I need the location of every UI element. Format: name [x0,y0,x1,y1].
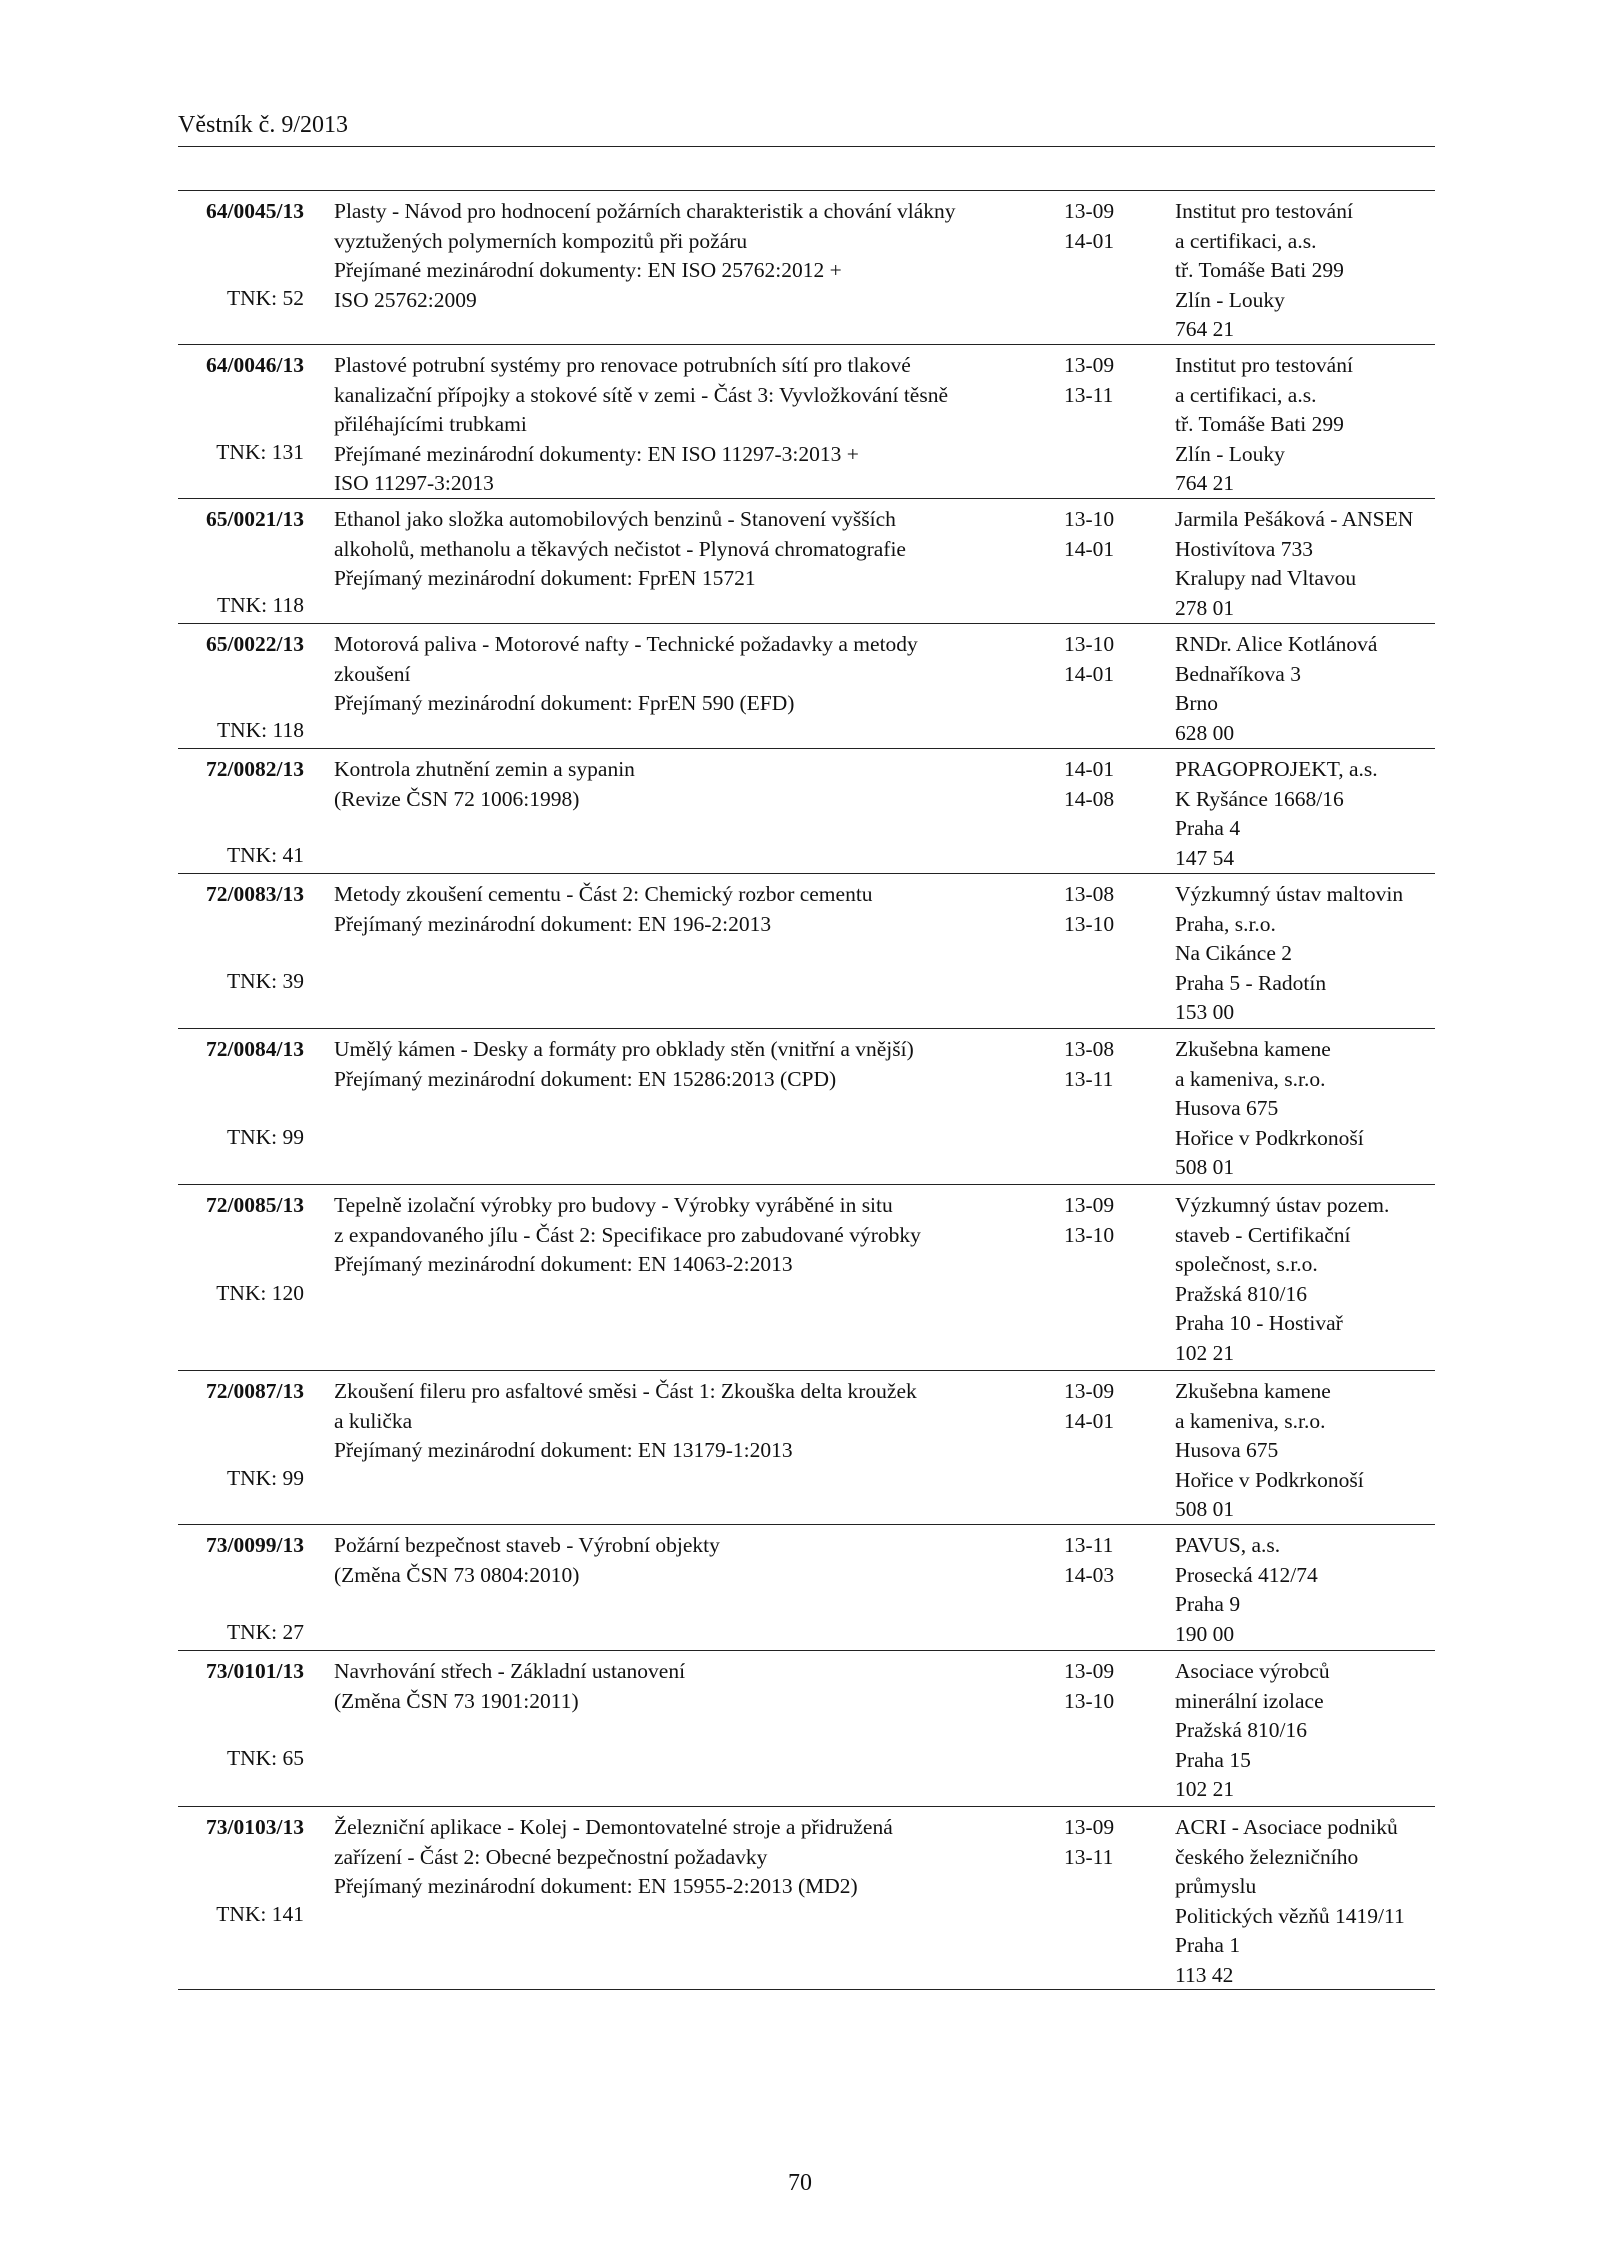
dates [1064,755,1144,814]
processor-address-line: 102 21 [1175,1340,1235,1365]
dates [1064,505,1144,564]
processor-address-line: Institut pro testování [1175,199,1353,223]
processor-address-line: Zlín - Louky [1175,287,1285,312]
processor-address-line: Husova 675 [1175,1438,1279,1462]
standard-title-line: Požární bezpečnost staveb - Výrobní objekty [334,1533,720,1557]
standard-number: 72/0082/13 [206,757,304,781]
processor-address-line: 508 01 [1175,1155,1235,1179]
table-row [178,624,1435,749]
processor-address-line: a kameniva, s.r.o. [1175,1066,1326,1091]
processor-address-line: Jarmila Pešáková - ANSEN [1175,507,1414,531]
standard-title [334,505,1054,594]
dates-line: 13-11 [1064,1533,1114,1557]
standard-number: 64/0045/13 [206,199,304,223]
processor-address-line: PAVUS, a.s. [1175,1533,1281,1557]
standard-number: 73/0101/13 [206,1659,304,1683]
processor-address [1175,1813,1437,1990]
processor-address-line: Praha, s.r.o. [1175,911,1276,936]
dates-line: 13-09 [1064,1379,1115,1403]
standard-title [334,1035,1054,1094]
table-row [178,191,1435,345]
dates-line: 13-09 [1064,1193,1115,1217]
processor-address-line: Praha 9 [1175,1592,1241,1616]
table-row [178,749,1435,874]
standard-title-line: a kulička [334,1408,413,1433]
processor-address-line: 764 21 [1175,471,1235,495]
standard-title-line: přiléhajícími trubkami [334,412,527,436]
processor-address-line: Asociace výrobců [1175,1659,1330,1683]
dates-line: 13-11 [1064,1066,1114,1091]
dates [1064,1191,1144,1250]
standard-title [334,755,1054,814]
dates [1064,1657,1144,1716]
standard-title [334,1377,1054,1466]
standard-title-line: Přejímaný mezinárodní dokument: FprEN 15721 [334,566,756,590]
dates-line: 13-10 [1064,632,1115,656]
standard-title-line: (Revize ČSN 72 1006:1998) [334,786,580,811]
processor-address [1175,1191,1437,1368]
processor-address [1175,197,1437,345]
table-row [178,1029,1435,1185]
standard-title-line: Zkoušení fileru pro asfaltové směsi - Část 1: Zkouška delta kroužek [334,1379,917,1403]
processor-address-line: Hořice v Podkrkonoší [1175,1467,1364,1492]
standard-title-line: kanalizační přípojky a stokové sítě v zemi - Část 3: Vyvložkování těsně [334,382,948,407]
processor-address-line: Praha 10 - Hostivař [1175,1311,1343,1335]
processor-address-line: Bednaříkova 3 [1175,661,1301,686]
processor-address-line: Zlín - Louky [1175,441,1285,466]
dates-line: 14-03 [1064,1562,1115,1587]
tnk-label: TNK: 131 [216,440,304,464]
table-row [178,1185,1435,1371]
standard-title-line: ISO 25762:2009 [334,287,477,312]
processor-address-line: Hořice v Podkrkonoší [1175,1125,1364,1150]
standard-number: 72/0087/13 [206,1379,304,1403]
processor-address-line: 153 00 [1175,1000,1235,1024]
standard-number: 72/0083/13 [206,882,304,906]
processor-address [1175,1035,1437,1183]
processor-address-line: 628 00 [1175,720,1235,745]
dates-line: 14-01 [1064,536,1115,561]
processor-address-line: a certifikaci, a.s. [1175,228,1317,253]
processor-address-line: Politických vězňů 1419/11 [1175,1903,1405,1928]
standard-title-line: Plasty - Návod pro hodnocení požárních charakteristik a chování vlákny [334,199,956,223]
dates-line: 14-08 [1064,786,1115,811]
dates-line: 13-09 [1064,1659,1115,1683]
processor-address-line: 764 21 [1175,317,1235,341]
standard-title-line: Přejímaný mezinárodní dokument: EN 14063-2:2013 [334,1252,793,1276]
standard-title-line: z expandovaného jílu - Část 2: Specifikace pro zabudované výrobky [334,1222,921,1247]
table-row [178,1525,1435,1651]
standard-title [334,1813,1054,1902]
page-header: Věstník č. 9/2013 [178,112,348,138]
processor-address-line: Praha 4 [1175,816,1241,840]
processor-address [1175,755,1437,873]
standard-title-line: Motorová paliva - Motorové nafty - Technické požadavky a metody [334,632,918,656]
header-rule [178,146,1435,147]
standard-title-line: Přejímaný mezinárodní dokument: FprEN 590 (EFD) [334,691,795,715]
standard-title-line: Navrhování střech - Základní ustanovení [334,1659,686,1683]
processor-address-line: tř. Tomáše Bati 299 [1175,412,1344,436]
processor-address-line: a certifikaci, a.s. [1175,382,1317,407]
processor-address-line: Praha 1 [1175,1933,1241,1957]
dates [1064,1531,1144,1590]
processor-address-line: Kralupy nad Vltavou [1175,566,1357,590]
dates-line: 13-10 [1064,911,1115,936]
processor-address-line: českého železničního [1175,1844,1359,1869]
standard-title [334,880,1054,939]
dates [1064,197,1144,256]
standard-title-line: Kontrola zhutnění zemin a sypanin [334,757,635,781]
standard-title-line: Přejímaný mezinárodní dokument: EN 15955-2:2013 (MD2) [334,1874,858,1898]
processor-address-line: K Ryšánce 1668/16 [1175,786,1344,811]
tnk-label: TNK: 118 [217,593,304,617]
tnk-label: TNK: 99 [226,1125,304,1149]
standard-title-line: Přejímaný mezinárodní dokument: EN 13179-1:2013 [334,1438,793,1462]
processor-address [1175,880,1437,1028]
processor-address-line: Praha 15 [1175,1747,1251,1772]
dates [1064,1035,1144,1094]
processor-address-line: 508 01 [1175,1497,1235,1521]
processor-address-line: Prosecká 412/74 [1175,1562,1318,1587]
processor-address [1175,351,1437,499]
processor-address-line: 113 42 [1175,1962,1234,1987]
standard-title-line: Přejímaný mezinárodní dokument: EN 196-2:2013 [334,911,772,936]
dates-line: 14-01 [1064,757,1115,781]
processor-address [1175,1657,1437,1805]
standard-title-line: (Změna ČSN 73 0804:2010) [334,1562,580,1587]
tnk-label: TNK: 27 [226,1620,304,1644]
standard-number: 65/0021/13 [206,507,304,531]
tnk-label: TNK: 141 [216,1902,304,1926]
dates-line: 13-08 [1064,882,1115,906]
processor-address-line: Hostivítova 733 [1175,536,1313,561]
processor-address-line: staveb - Certifikační [1175,1222,1351,1247]
tnk-label: TNK: 99 [226,1466,304,1490]
table-row [178,1651,1435,1807]
dates-line: 13-11 [1064,1844,1114,1869]
standard-title [334,351,1054,499]
processor-address-line: 190 00 [1175,1621,1235,1646]
standard-number: 65/0022/13 [206,632,304,656]
standard-title-line: Železniční aplikace - Kolej - Demontovatelné stroje a přidružená [334,1815,893,1839]
standard-number: 72/0084/13 [206,1037,304,1061]
dates [1064,630,1144,689]
processor-address-line: Praha 5 - Radotín [1175,970,1327,995]
processor-address [1175,1531,1437,1649]
standard-title [334,197,1054,315]
dates-line: 13-09 [1064,353,1115,377]
table-row [178,874,1435,1029]
tnk-label: TNK: 120 [216,1281,304,1305]
dates [1064,880,1144,939]
processor-address-line: Zkušebna kamene [1175,1379,1331,1403]
standard-number: 72/0085/13 [206,1193,304,1217]
standard-title-line: Přejímané mezinárodní dokumenty: EN ISO 25762:2012 + [334,258,842,282]
dates-line: 13-11 [1064,382,1114,407]
processor-address-line: Na Cikánce 2 [1175,941,1293,965]
tnk-label: TNK: 118 [217,718,304,742]
processor-address-line: a kameniva, s.r.o. [1175,1408,1326,1433]
dates-line: 13-09 [1064,199,1115,223]
standard-number: 64/0046/13 [206,353,304,377]
standard-title-line: (Změna ČSN 73 1901:2011) [334,1688,579,1713]
processor-address-line: Brno [1175,691,1218,715]
table-row [178,345,1435,499]
processor-address-line: minerální izolace [1175,1688,1324,1713]
processor-address [1175,630,1437,748]
standard-title [334,1531,1054,1590]
table-row [178,1807,1435,1990]
standard-number: 73/0103/13 [206,1815,304,1839]
dates [1064,1813,1144,1872]
standard-title-line: Přejímaný mezinárodní dokument: EN 15286:2013 (CPD) [334,1066,837,1091]
processor-address-line: společnost, s.r.o. [1175,1252,1318,1276]
standard-title-line: Umělý kámen - Desky a formáty pro obklady stěn (vnitřní a vnější) [334,1037,914,1061]
dates-line: 14-01 [1064,1408,1115,1433]
dates-line: 13-08 [1064,1037,1115,1061]
processor-address-line: Pražská 810/16 [1175,1281,1307,1306]
processor-address-line: Institut pro testování [1175,353,1353,377]
dates-line: 13-10 [1064,1688,1115,1713]
standard-title-line: Tepelně izolační výrobky pro budovy - Výrobky vyráběné in situ [334,1193,893,1217]
processor-address-line: RNDr. Alice Kotlánová [1175,632,1378,656]
tnk-label: TNK: 41 [226,843,304,867]
processor-address-line: Pražská 810/16 [1175,1718,1307,1742]
standard-title [334,1191,1054,1280]
standard-title-line: zařízení - Část 2: Obecné bezpečnostní požadavky [334,1844,768,1869]
tnk-label: TNK: 65 [226,1746,304,1770]
standard-title [334,1657,1054,1716]
standard-title-line: ISO 11297-3:2013 [334,471,494,495]
standard-title-line: Plastové potrubní systémy pro renovace potrubních sítí pro tlakové [334,353,911,377]
standard-title [334,630,1054,719]
dates [1064,1377,1144,1436]
processor-address-line: průmyslu [1175,1874,1257,1898]
standard-title-line: Ethanol jako složka automobilových benzinů - Stanovení vyšších [334,507,896,531]
standard-title-line: Přejímané mezinárodní dokumenty: EN ISO 11297-3:2013 + [334,441,859,466]
processor-address [1175,1377,1437,1525]
dates [1064,351,1144,410]
processor-address-line: Výzkumný ústav pozem. [1175,1193,1390,1217]
standards-table [178,190,1435,1990]
processor-address [1175,505,1437,623]
tnk-label: TNK: 39 [226,969,304,993]
dates-line: 13-10 [1064,507,1115,531]
standard-title-line: vyztužených polymerních kompozitů při požáru [334,228,748,253]
processor-address-line: 278 01 [1175,595,1235,620]
processor-address-line: Husova 675 [1175,1096,1279,1120]
table-row [178,499,1435,624]
standard-title-line: Metody zkoušení cementu - Část 2: Chemický rozbor cementu [334,882,873,906]
standard-title-line: alkoholů, methanolu a těkavých nečistot - Plynová chromatografie [334,536,906,561]
processor-address-line: 147 54 [1175,845,1235,870]
processor-address-line: Výzkumný ústav maltovin [1175,882,1404,906]
page-number: 70 [788,2170,812,2196]
dates-line: 14-01 [1064,661,1115,686]
standard-title-line: zkoušení [334,661,411,686]
table-row [178,1371,1435,1525]
processor-address-line: tř. Tomáše Bati 299 [1175,258,1344,282]
processor-address-line: ACRI - Asociace podniků [1175,1815,1398,1839]
processor-address-line: Zkušebna kamene [1175,1037,1331,1061]
processor-address-line: 102 21 [1175,1777,1235,1801]
dates-line: 14-01 [1064,228,1115,253]
dates-line: 13-10 [1064,1222,1115,1247]
tnk-label: TNK: 52 [226,286,304,310]
processor-address-line: PRAGOPROJEKT, a.s. [1175,757,1378,781]
standard-number: 73/0099/13 [206,1533,304,1557]
dates-line: 13-09 [1064,1815,1115,1839]
